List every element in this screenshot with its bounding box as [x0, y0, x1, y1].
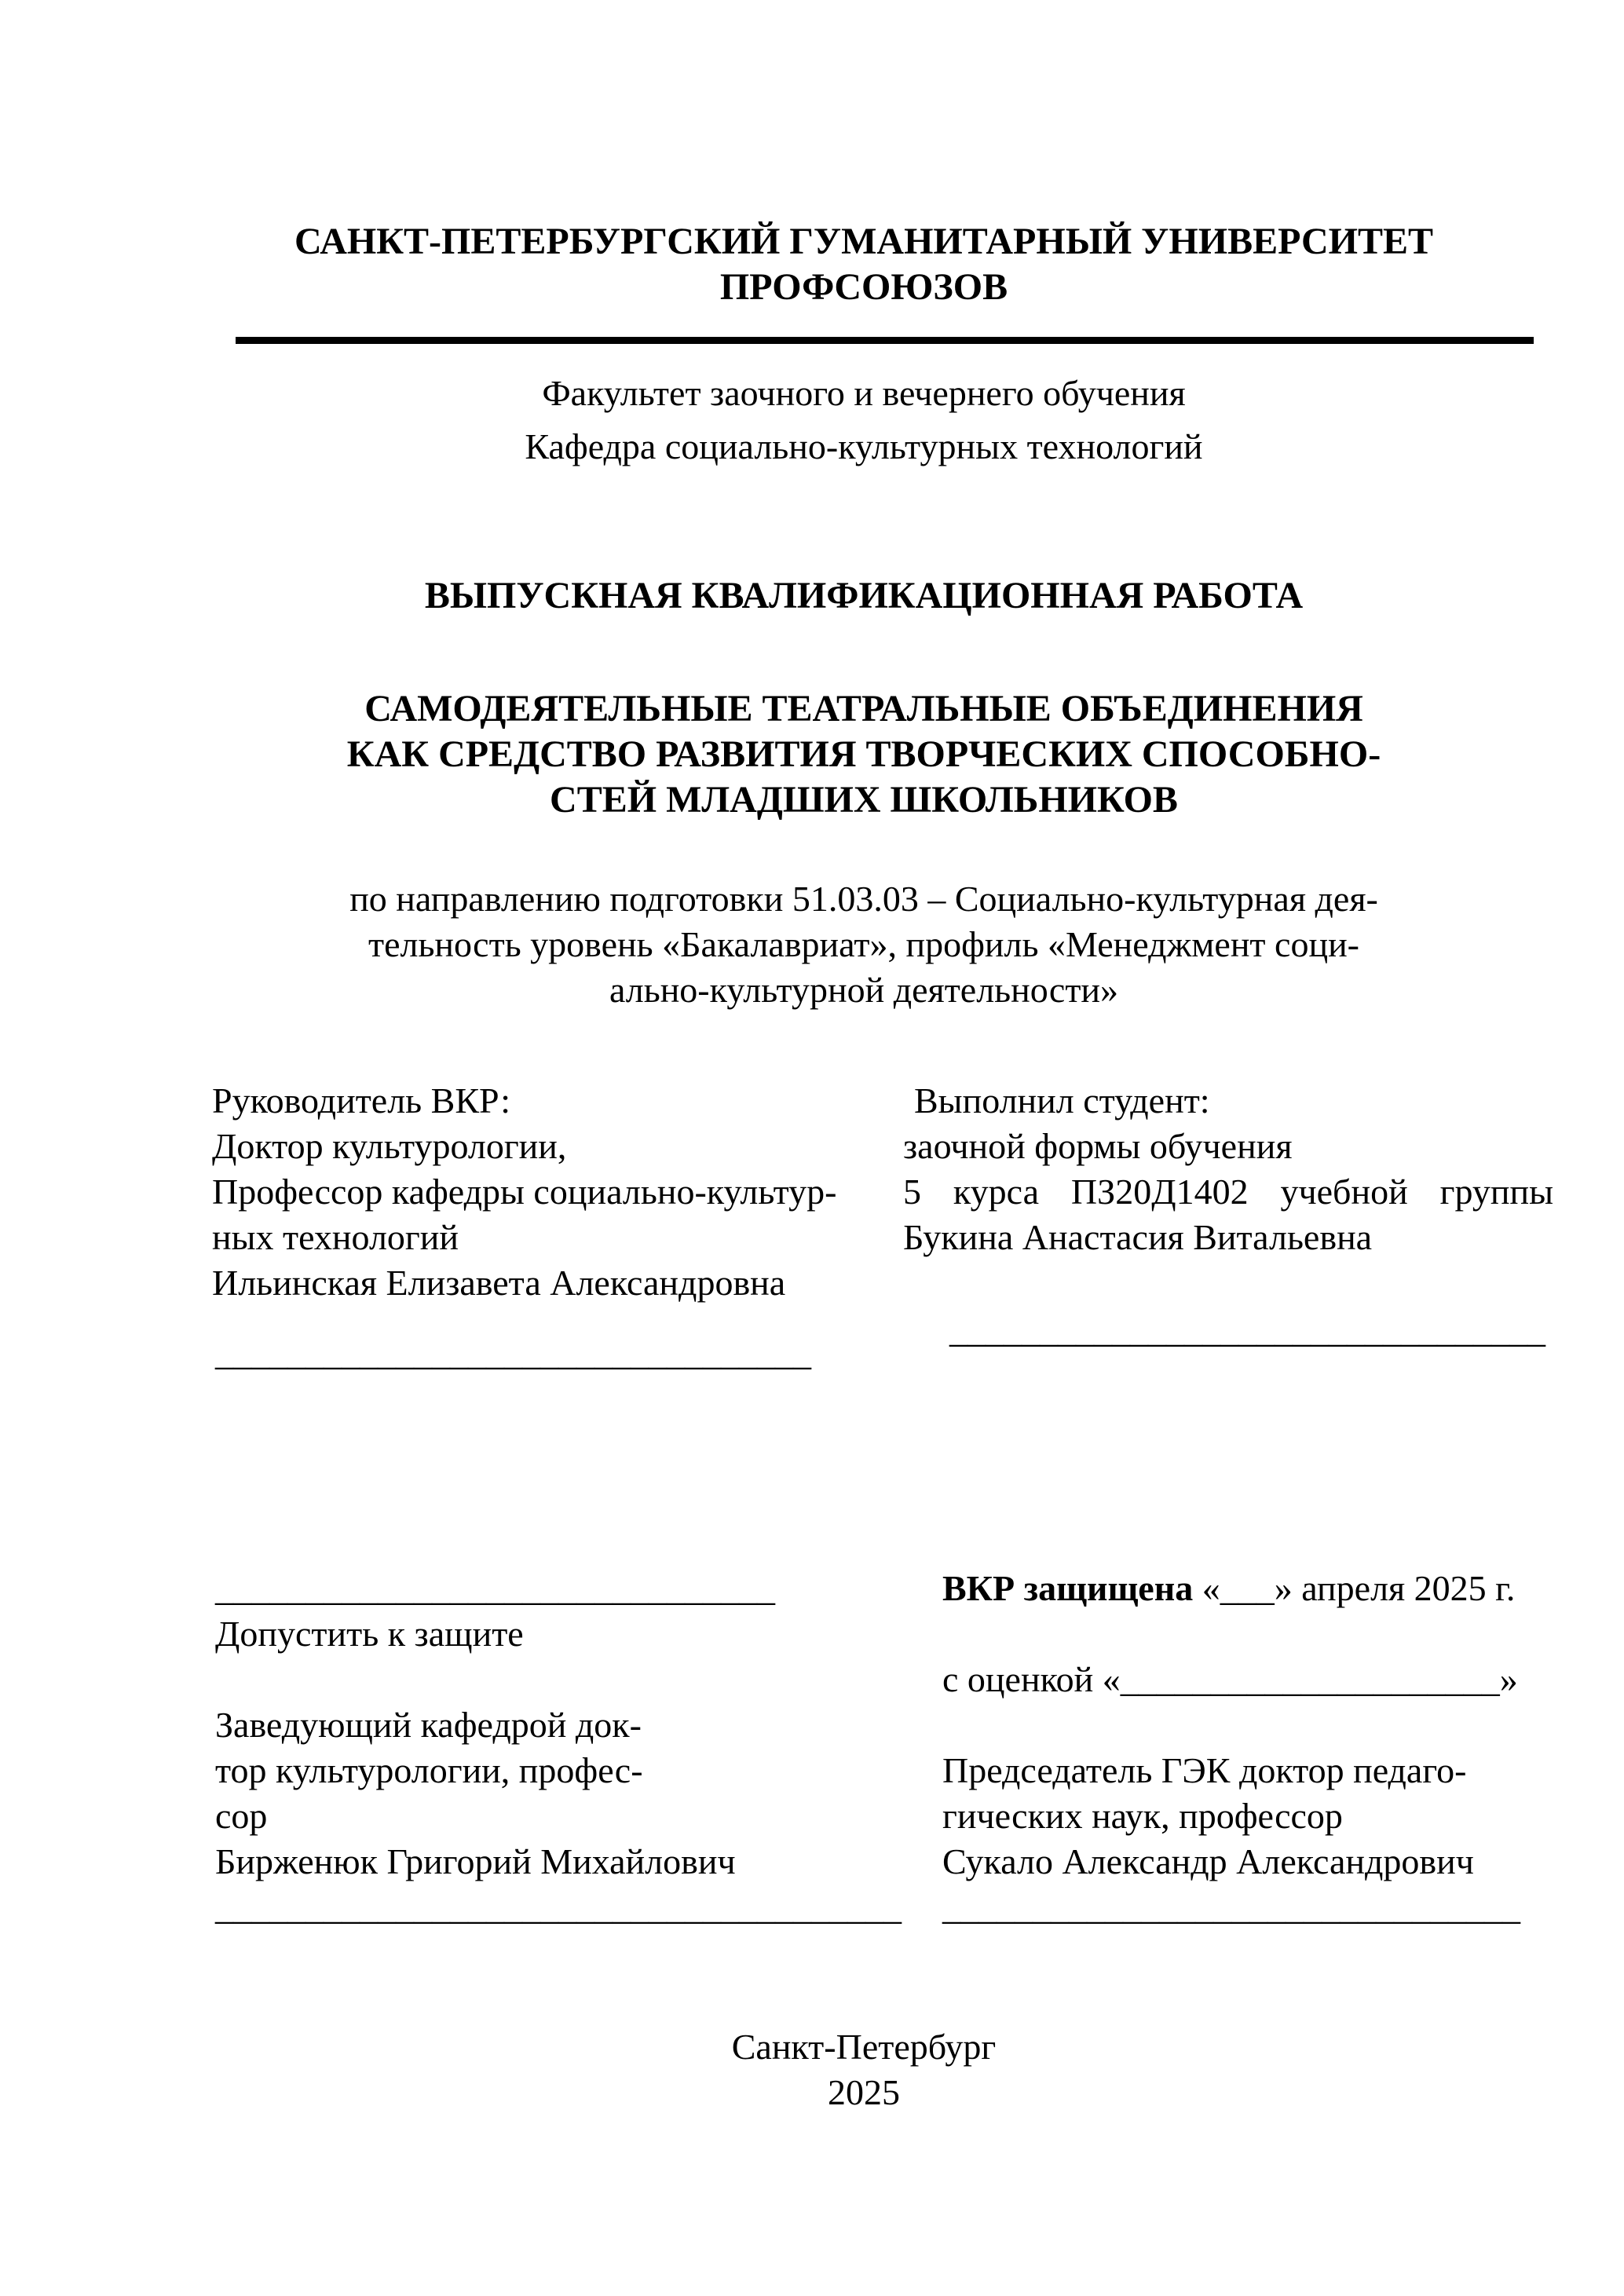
thesis-title-line2: КАК СРЕДСТВО РАЗВИТИЯ ТВОРЧЕСКИХ СПОСОБНО- — [346, 733, 1381, 775]
admission-name: Бирженюк Григорий Михайлович — [215, 1841, 736, 1881]
defense-date-label: ВКР защищена — [942, 1568, 1194, 1608]
student-block — [903, 1078, 1553, 1260]
defense-block — [942, 1566, 1578, 1930]
program-line1: по направлению подготовки 51.03.03 – Социально-культурная дея- — [349, 879, 1378, 919]
defense-chairman-line1: Председатель ГЭК доктор педаго- — [942, 1750, 1467, 1790]
admission-approver-line3: сор — [215, 1796, 268, 1836]
supervisor-degree: Доктор культурологии, — [212, 1126, 567, 1166]
footer-city: Санкт-Петербург — [731, 2027, 997, 2067]
defense-grade-line: с оценкой «_____________________» — [942, 1659, 1518, 1699]
work-type-heading: ВЫПУСКНАЯ КВАЛИФИКАЦИОННАЯ РАБОТА — [424, 575, 1304, 616]
program-line3: ально-культурной деятельности» — [609, 970, 1119, 1010]
student-name: Букина Анастасия Витальевна — [903, 1217, 1373, 1257]
defense-signature-line: ________________________________ — [942, 1887, 1520, 1927]
admission-heading: Допустить к защите — [215, 1614, 524, 1654]
admission-approver-line2: тор культурологии, профес- — [215, 1750, 643, 1790]
footer — [196, 2024, 1531, 2115]
department-line: Кафедра социально-культурных технологий — [525, 426, 1203, 466]
admission-signature-line: ______________________________________ — [215, 1887, 902, 1927]
admission-approver-line1: Заведующий кафедрой док- — [215, 1705, 642, 1745]
defense-chairman-name: Сукало Александр Александрович — [942, 1841, 1474, 1881]
admission-block — [215, 1566, 938, 1930]
thesis-title-line1: САМОДЕЯТЕЛЬНЫЕ ТЕАТРАЛЬНЫЕ ОБЪЕДИНЕНИЯ — [364, 688, 1363, 729]
student-group-line: 5 курса ПЗ20Д1402 учебной группы — [903, 1172, 1553, 1212]
admission-spacer — [215, 1657, 938, 1702]
program-line2: тельность уровень «Бакалавриат», профиль «Менеджмент соци- — [368, 924, 1360, 964]
supervisor-heading: Руководитель ВКР: — [212, 1080, 511, 1121]
admission-top-line: _______________________________ — [215, 1568, 775, 1608]
divider-rule — [236, 337, 1534, 344]
university-header — [196, 219, 1531, 310]
defense-spacer-2 — [942, 1702, 1578, 1748]
faculty-line: Факультет заочного и вечернего обучения — [542, 373, 1186, 413]
supervisor-position-line1: Профессор кафедры социально-культур- — [212, 1172, 837, 1212]
supervisor-block — [212, 1078, 903, 1306]
thesis-title-line3: СТЕЙ МЛАДШИХ ШКОЛЬНИКОВ — [550, 779, 1178, 821]
university-name-line1: САНКТ-ПЕТЕРБУРГСКИЙ ГУМАНИТАРНЫЙ УНИВЕРСИТЕТ — [294, 221, 1434, 262]
supervisor-signature-line: _________________________________ — [215, 1333, 811, 1373]
student-heading: Выполнил студент: — [914, 1080, 1210, 1121]
defense-chairman-line2: гических наук, профессор — [942, 1796, 1343, 1836]
footer-year: 2025 — [828, 2072, 900, 2112]
student-study-form: заочной формы обучения — [903, 1126, 1293, 1166]
defense-date-line — [942, 1566, 1578, 1611]
defense-date-rest: «___» апреля 2025 г. — [1193, 1568, 1516, 1608]
defense-spacer-1 — [942, 1611, 1578, 1657]
program-info — [196, 876, 1531, 1013]
thesis-title — [196, 686, 1531, 823]
student-signature-line: _________________________________ — [949, 1310, 1545, 1350]
supervisor-position-line2: ных технологий — [212, 1217, 459, 1257]
university-name-line2: ПРОФСОЮЗОВ — [719, 266, 1008, 308]
supervisor-name: Ильинская Елизавета Александровна — [212, 1263, 786, 1303]
